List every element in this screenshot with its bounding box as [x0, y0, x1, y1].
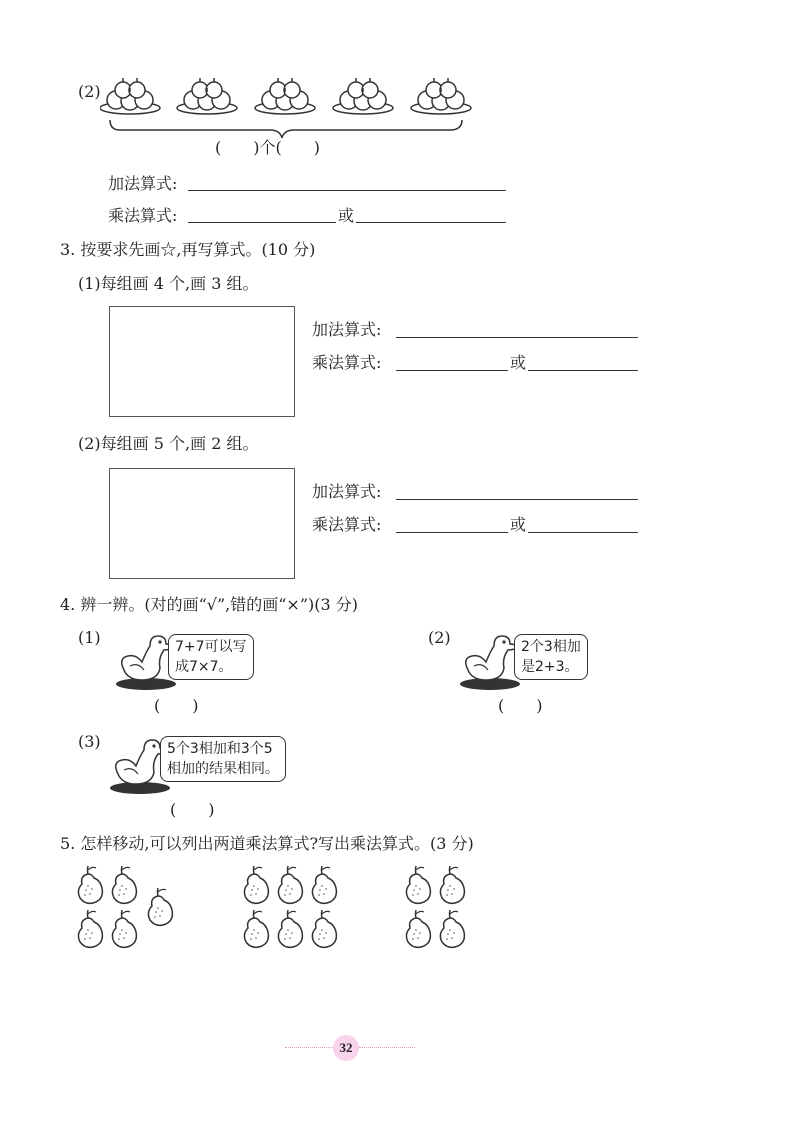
- q2-multiplication-label: 乘法算式:: [108, 206, 178, 225]
- q3-title: 3. 按要求先画☆,再写算式。(10 分): [60, 240, 316, 259]
- pear-icon: [78, 866, 102, 903]
- footer-divider-left: [285, 1047, 333, 1048]
- q4-item2-answer[interactable]: ( ): [498, 696, 543, 715]
- q4-item3-bubble-line2: 相加的结果相同。: [167, 761, 279, 777]
- q2-or-text: 或: [338, 206, 355, 225]
- q4-item1-bubble-line1: 7+7可以写: [175, 639, 247, 655]
- brace-icon: [110, 120, 462, 138]
- pear-icon: [440, 910, 464, 947]
- q3-part2-multiplication-label: 乘法算式:: [312, 515, 382, 534]
- pear-icon: [278, 910, 302, 947]
- q4-item2-speech-bubble: [514, 634, 588, 680]
- apple-plate-icon: [333, 78, 393, 114]
- pear-icon: [78, 910, 102, 947]
- q3-part2-multiplication-answer-line-1[interactable]: [396, 532, 508, 533]
- q3-part1-multiplication-label: 乘法算式:: [312, 353, 382, 372]
- pear-icon: [112, 910, 136, 947]
- pear-icon: [440, 866, 464, 903]
- pear-icon: [312, 910, 336, 947]
- pear-icon: [148, 888, 172, 925]
- q4-item1-bubble-line2: 成7×7。: [175, 659, 233, 675]
- q4-item1-answer[interactable]: ( ): [154, 696, 199, 715]
- apple-plate-icon: [255, 78, 315, 114]
- pear-icon: [278, 866, 302, 903]
- pear-icon: [112, 866, 136, 903]
- q4-item2-bubble-line2: 是2+3。: [521, 659, 579, 675]
- apple-plate-icon: [100, 78, 160, 114]
- pears-illustration-group3: [404, 864, 484, 959]
- q3-part1-drawing-box[interactable]: [109, 306, 295, 417]
- apple-plate-icon: [177, 78, 237, 114]
- pear-icon: [406, 866, 430, 903]
- q5-title: 5. 怎样移动,可以列出两道乘法算式?写出乘法算式。(3 分): [60, 834, 474, 853]
- q4-item1-label: (1): [78, 628, 101, 647]
- pear-icon: [406, 910, 430, 947]
- q3-part1-multiplication-answer-line-2[interactable]: [528, 370, 638, 371]
- q4-item1-speech-bubble: [168, 634, 254, 680]
- q2-part2-label: (2): [78, 82, 101, 101]
- q3-part1-label: (1)每组画 4 个,画 3 组。: [78, 274, 259, 293]
- q3-part2-drawing-box[interactable]: [109, 468, 295, 579]
- q2-addition-answer-line[interactable]: [188, 190, 506, 191]
- q4-title: 4. 辨一辨。(对的画“√”,错的画“×”)(3 分): [60, 595, 358, 614]
- page-number: 32: [333, 1035, 359, 1061]
- q4-item3-bubble-line1: 5个3相加和3个5: [167, 741, 273, 757]
- q3-part2-or-text: 或: [510, 515, 527, 534]
- q3-part1-addition-label: 加法算式:: [312, 320, 382, 339]
- q4-item3-label: (3): [78, 732, 101, 751]
- footer-divider-right: [359, 1047, 415, 1048]
- q4-item2-bubble-line1: 2个3相加: [521, 639, 581, 655]
- pear-icon: [244, 866, 268, 903]
- q2-addition-label: 加法算式:: [108, 174, 178, 193]
- q3-part1-or-text: 或: [510, 353, 527, 372]
- q2-multiplication-answer-line-2[interactable]: [356, 222, 506, 223]
- q2-blank-count[interactable]: ( )个( ): [215, 138, 320, 157]
- q3-part2-addition-answer-line[interactable]: [396, 499, 638, 500]
- q3-part2-label: (2)每组画 5 个,画 2 组。: [78, 434, 259, 453]
- q3-part1-multiplication-answer-line-1[interactable]: [396, 370, 508, 371]
- apple-plate-icon: [411, 78, 471, 114]
- q2-multiplication-answer-line-1[interactable]: [188, 222, 336, 223]
- q3-part1-addition-answer-line[interactable]: [396, 337, 638, 338]
- q4-item3-speech-bubble: [160, 736, 286, 782]
- q3-part2-addition-label: 加法算式:: [312, 482, 382, 501]
- pear-icon: [312, 866, 336, 903]
- q3-part2-multiplication-answer-line-2[interactable]: [528, 532, 638, 533]
- duck-icon: [458, 632, 522, 692]
- q4-item2-label: (2): [428, 628, 451, 647]
- q4-item3-answer[interactable]: ( ): [170, 800, 215, 819]
- pear-icon: [244, 910, 268, 947]
